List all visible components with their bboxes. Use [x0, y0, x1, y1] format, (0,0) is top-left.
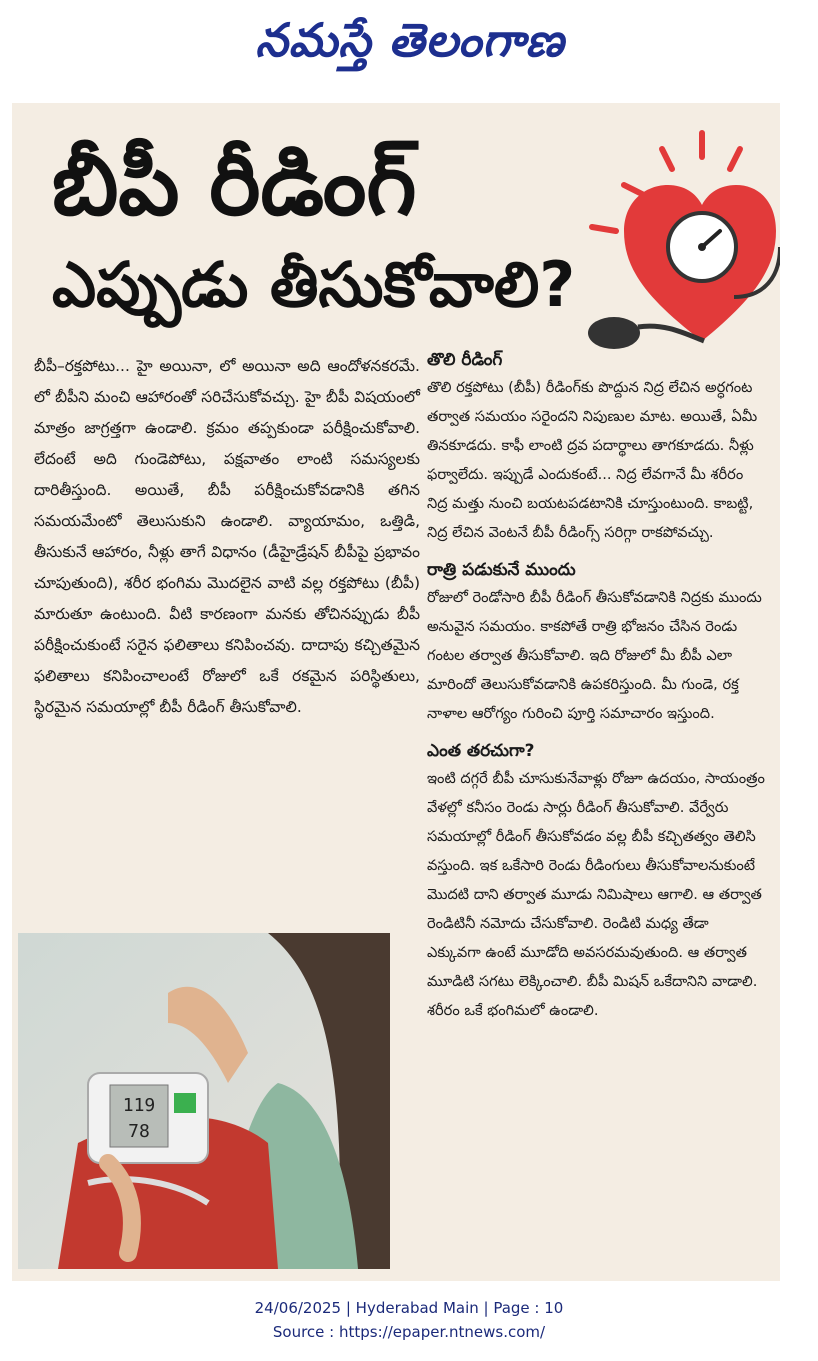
headline-line-1: బీపీ రీడింగ్: [52, 135, 417, 235]
headline: [52, 135, 575, 327]
monitor-reading-bottom: 78: [128, 1121, 150, 1142]
section-heading: రాత్రి పడుకునే ముందు: [427, 560, 576, 580]
masthead: [0, 0, 818, 100]
headline-line-2: ఎప్పుడు తీసుకోవాలి?: [52, 248, 576, 321]
monitor-reading-top: 119: [122, 1095, 156, 1116]
section-first-reading: [427, 347, 765, 547]
section-heading: ఎంత తరచుగా?: [427, 741, 535, 761]
newspaper-logo: నమస్తే తెలంగాణ: [255, 13, 565, 67]
intro-paragraph: బీపీ–రక్తపోటు... హై అయినా, లో అయినా అది ఆందోళనకరమే. లో బీపీని మంచి ఆహారంతో సరిచేసుకోవచ్చు. హై బీపీ విషయంలో మాత్రం జాగ్రత్తగా ఉండాలి. క్రమం తప్పకుండా పరీక్షించుకోవాలి. లేదంటే అది గుండెపోటు, పక్షవాతం లాంటి సమస్యలకు దారితీస్తుంది. అయితే, బీపీ పరీక్షించుకోవడానికి తగిన సమయమేంటో తెలుసుకుని ఉండాలి. వ్యాయామం, ఒత్తిడి, తీసుకునే ఆహారం, నీళ్లు తాగే విధానం (డీహైడ్రేషన్ బీపీపై ప్రభావం చూపుతుంది), శరీర భంగిమ మొదలైన వాటి వల్ల రక్తపోటు (బీపీ) మారుతూ ఉంటుంది. వీటి కారణంగా మనకు తోచినప్పుడు బీపీ పరీక్షించుకుంటే సరైన ఫలితాలు కనిపించవు. దాదాపు కచ్చితమైన ఫలితాలు కనిపించాలంటే రోజులో ఒకే రకమైన పరిస్థితులు, స్థిరమైన సమయాల్లో బీపీ రీడింగ్ తీసుకోవాలి.: [34, 357, 420, 716]
section-body: రోజులో రెండోసారి బీపీ రీడింగ్ తీసుకోవడానికి నిద్రకు ముందు అనువైన సమయం. కాకపోతే రాత్రి భోజనం చేసిన రెండు గంటల తర్వాత తీసుకోవాలి. ఇది రోజులో మీ బీపీ ఎలా మారిందో తెలుసుకోవడానికి ఉపకరిస్తుంది. మీ గుండె, రక్త నాళాల ఆరోగ్యం గురించి పూర్తి సమాచారం ఇస్తుంది.: [427, 589, 762, 722]
intro-column: [34, 351, 420, 723]
article-panel: [12, 103, 780, 1281]
footer-source-link[interactable]: Source : https://epaper.ntnews.com/: [272, 1323, 546, 1341]
section-body: తొలి రక్తపోటు (బీపీ) రీడింగ్‌కు పొద్దున నిద్ర లేచిన అర్ధగంట తర్వాత సమయం సరైందని నిపుణుల మాట. అయితే, ఏమీ తినకూడదు. కాఫీ లాంటి ద్రవ పదార్థాలు తాగకూడదు. నీళ్లు ఫర్వాలేదు. ఇప్పుడే ఎందుకంటే... నిద్ర లేవగానే మీ శరీరం నిద్ర మత్తు నుంచి బయటపడటానికి చూస్తుంటుంది. కాబట్టి, నిద్ర లేచిన వెంటనే బీపీ రీడింగ్స్ సరిగ్గా రాకపోవచ్చు.: [427, 379, 758, 541]
section-how-often: [427, 738, 765, 1025]
heart-gauge-illustration: [584, 127, 780, 351]
section-before-sleep: [427, 557, 765, 728]
tips-column: [427, 347, 765, 1035]
section-body: ఇంటి దగ్గరే బీపీ చూసుకునేవాళ్లు రోజూ ఉదయం, సాయంత్రం వేళల్లో కనీసం రెండు సార్లు రీడింగ్ తీసుకోవాలి. వేర్వేరు సమయాల్లో రీడింగ్ తీసుకోవడం వల్ల బీపీ కచ్చితత్వం తెలిసి వస్తుంది. ఇక ఒకేసారి రెండు రీడింగులు తీసుకోవాలనుకుంటే మొదటి దాని తర్వాత మూడు నిమిషాలు ఆగాలి. ఆ తర్వాత రెండిటినీ నమోదు చేసుకోవాలి. రెండిటి మధ్య తేడా ఎక్కువగా ఉంటే మూడోది అవసరమవుతుంది. ఆ తర్వాత మూడిటి సగటు లెక్కించాలి. బీపీ మిషన్ ఒకేదానిని వాడాలి. శరీరం ఒకే భంగిమలో ఉండాలి.: [427, 770, 765, 1019]
pump-bulb-icon: [588, 317, 640, 349]
photo-bp-monitor: [18, 933, 390, 1269]
footer: [0, 1296, 818, 1344]
footer-date-edition: 24/06/2025 | Hyderabad Main | Page : 10: [254, 1299, 564, 1317]
section-heading: తొలి రీడింగ్: [427, 350, 503, 370]
